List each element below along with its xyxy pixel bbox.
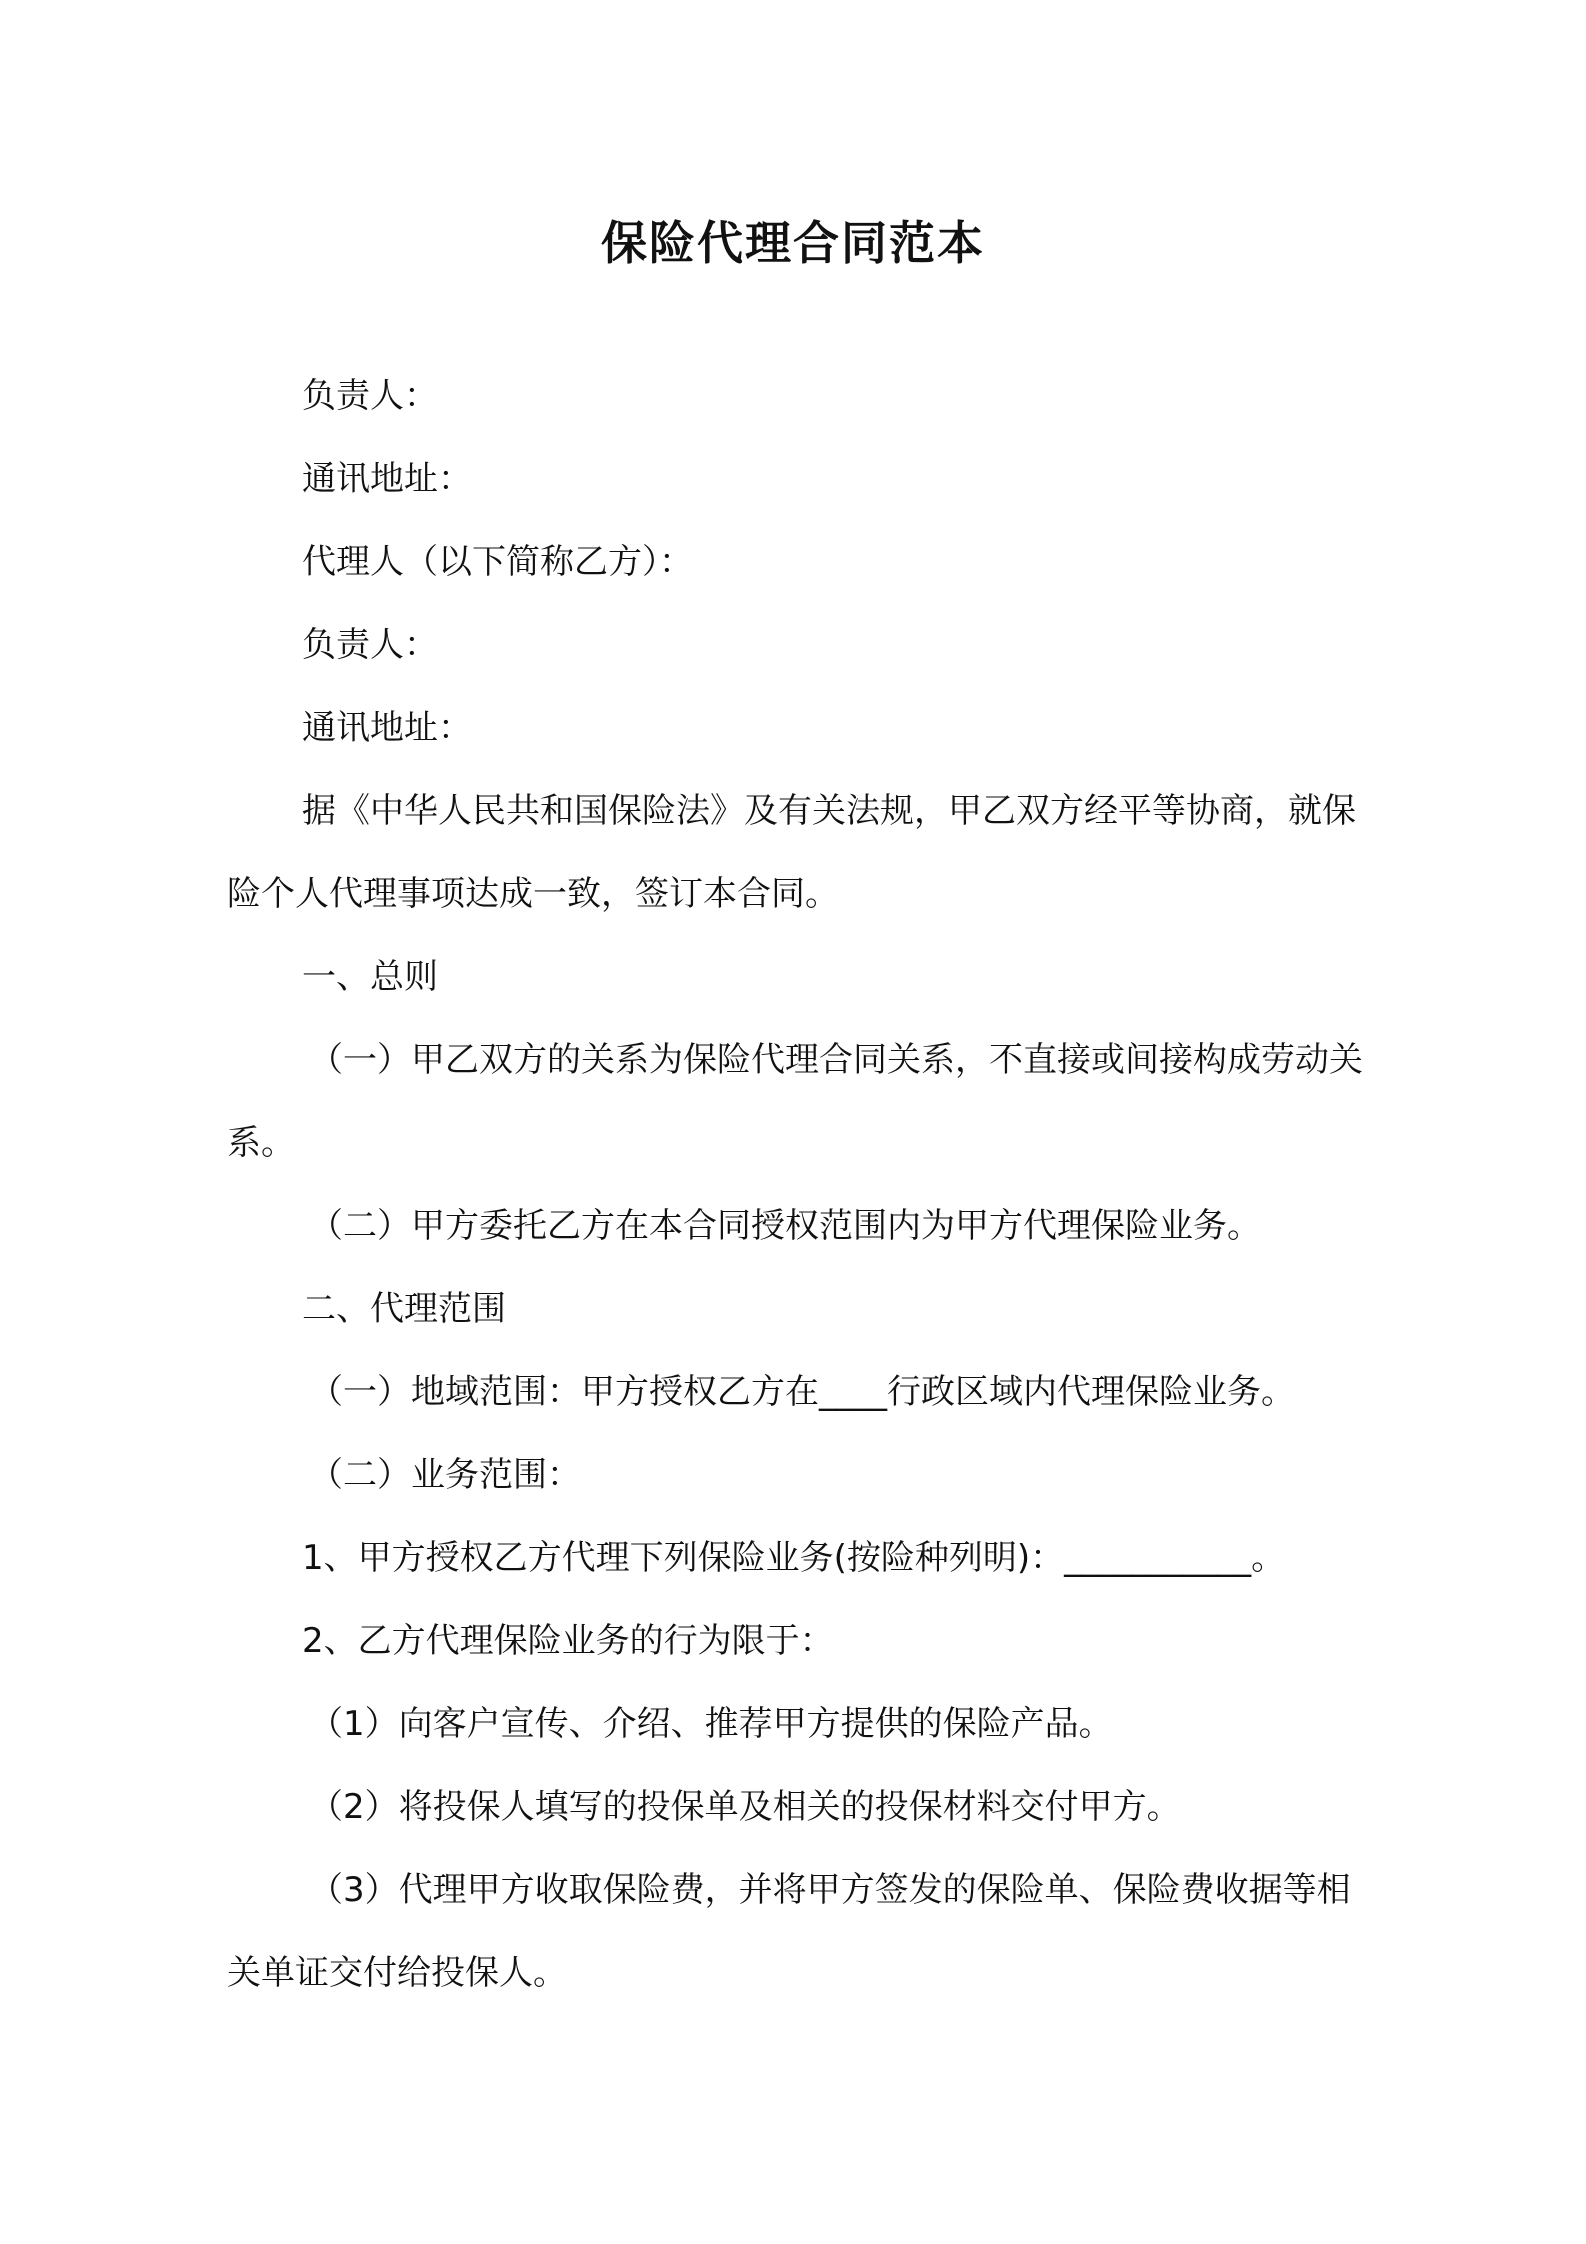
section-1-item-2: （二）甲方委托乙方在本合同授权范围内为甲方代理保险业务。 xyxy=(309,1206,1261,1246)
section-2-heading: 二、代理范围 xyxy=(302,1289,506,1329)
section-2-point-2: （2）将投保人填写的投保单及相关的投保材料交付甲方。 xyxy=(309,1787,1181,1827)
document-body xyxy=(227,355,1377,2015)
preamble-paragraph: 据《中华人民共和国保险法》及有关法规，甲乙双方经平等协商，就保险个人代理事项达成一致，签订本合同。 xyxy=(227,791,1356,914)
section-2-sub-2: 2、乙方代理保险业务的行为限于： xyxy=(302,1621,834,1661)
section-2-item-1: （一）地域范围：甲方授权乙方在____行政区域内代理保险业务。 xyxy=(309,1372,1295,1412)
section-2-sub-1: 1、甲方授权乙方代理下列保险业务(按险种列明)：___________。 xyxy=(302,1538,1286,1578)
party-b-responsible-person: 负责人： xyxy=(302,625,438,665)
section-2-point-3: （3）代理甲方收取保险费，并将甲方签发的保险单、保险费收据等相关单证交付给投保人。 xyxy=(227,1870,1351,1993)
party-b-address: 通讯地址： xyxy=(302,708,472,748)
party-a-address: 通讯地址： xyxy=(302,459,472,499)
section-1-heading: 一、总则 xyxy=(302,957,438,997)
section-2-point-1: （1）向客户宣传、介绍、推荐甲方提供的保险产品。 xyxy=(309,1704,1113,1744)
section-2-item-2: （二）业务范围： xyxy=(309,1455,581,1495)
party-b-agent: 代理人（以下简称乙方）： xyxy=(302,542,693,582)
party-a-responsible-person: 负责人： xyxy=(302,376,438,416)
section-1-item-1: （一）甲乙双方的关系为保险代理合同关系，不直接或间接构成劳动关系。 xyxy=(227,1040,1363,1163)
document-title: 保险代理合同范本 xyxy=(601,216,985,270)
